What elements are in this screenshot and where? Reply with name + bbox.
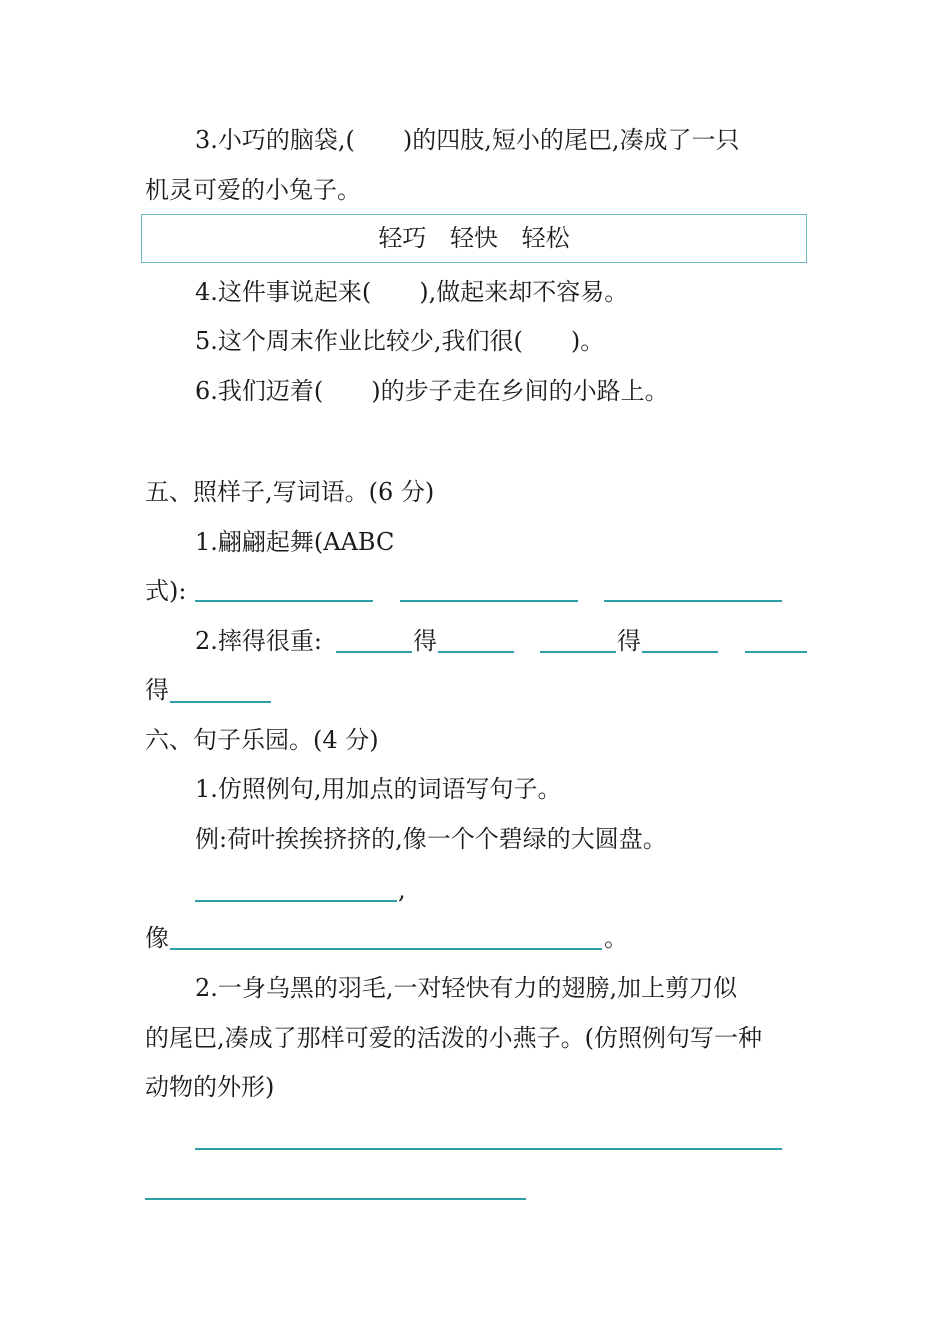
word-bank-box bbox=[141, 214, 807, 263]
section-5-q1: 1.翩翩起舞(AABC bbox=[195, 528, 395, 556]
question-4-text-b: ),做起来却不容易。 bbox=[419, 278, 629, 306]
answer-line[interactable] bbox=[642, 651, 718, 653]
answer-line[interactable] bbox=[438, 651, 514, 653]
de-char: 得 bbox=[617, 627, 641, 655]
question-5-text-a: 5.这个周末作业比较少,我们很( bbox=[195, 327, 523, 355]
question-6 bbox=[195, 375, 669, 407]
answer-line[interactable] bbox=[195, 600, 373, 602]
answer-line[interactable] bbox=[604, 600, 782, 602]
de-char: 得 bbox=[413, 627, 437, 655]
section-6-q2-line1: 2.一身乌黑的羽毛,一对轻快有力的翅膀,加上剪刀似 bbox=[195, 974, 738, 1002]
question-3-text-b: )的四肢,短小的尾巴,凑成了一只 bbox=[402, 126, 740, 154]
word-option: 轻快 bbox=[450, 224, 498, 252]
section-6-q2-line3: 动物的外形) bbox=[145, 1073, 275, 1101]
word-option: 轻巧 bbox=[378, 224, 427, 252]
section-5-q2: 2.摔得很重: bbox=[195, 627, 322, 655]
de-char: 得 bbox=[145, 676, 169, 704]
period-mark: 。 bbox=[604, 924, 628, 952]
question-6-text-b: )的步子走在乡间的小路上。 bbox=[371, 377, 669, 405]
section-6-q2-line2: 的尾巴,凑成了那样可爱的活泼的小燕子。(仿照例句写一种 bbox=[145, 1024, 762, 1052]
question-5 bbox=[195, 325, 604, 357]
section-5-q1-cont: 式): bbox=[145, 577, 187, 605]
question-4-text-a: 4.这件事说起来( bbox=[195, 278, 372, 306]
answer-line[interactable] bbox=[170, 701, 271, 703]
xiang-char: 像 bbox=[145, 924, 169, 952]
comma-mark: , bbox=[398, 876, 406, 904]
answer-line[interactable] bbox=[745, 651, 807, 653]
question-3-line1 bbox=[195, 124, 740, 156]
answer-line[interactable] bbox=[195, 900, 397, 902]
answer-line[interactable] bbox=[195, 1148, 782, 1150]
section-6-example: 例:荷叶挨挨挤挤的,像一个个碧绿的大圆盘。 bbox=[195, 825, 667, 853]
question-6-text-a: 6.我们迈着( bbox=[195, 377, 324, 405]
question-3-line2: 机灵可爱的小兔子。 bbox=[145, 176, 361, 204]
section-6-q1: 1.仿照例句,用加点的词语写句子。 bbox=[195, 775, 562, 803]
answer-line[interactable] bbox=[540, 651, 616, 653]
answer-line[interactable] bbox=[336, 651, 412, 653]
answer-line[interactable] bbox=[145, 1198, 526, 1200]
question-4 bbox=[195, 276, 628, 308]
question-5-text-b: )。 bbox=[570, 327, 605, 355]
question-3-text-a: 3.小巧的脑袋,( bbox=[195, 126, 355, 154]
section-6-heading: 六、句子乐园。(4 分) bbox=[145, 726, 379, 754]
answer-line[interactable] bbox=[170, 948, 602, 950]
section-5-heading: 五、照样子,写词语。(6 分) bbox=[145, 478, 435, 506]
word-option: 轻松 bbox=[521, 224, 570, 252]
answer-line[interactable] bbox=[400, 600, 578, 602]
